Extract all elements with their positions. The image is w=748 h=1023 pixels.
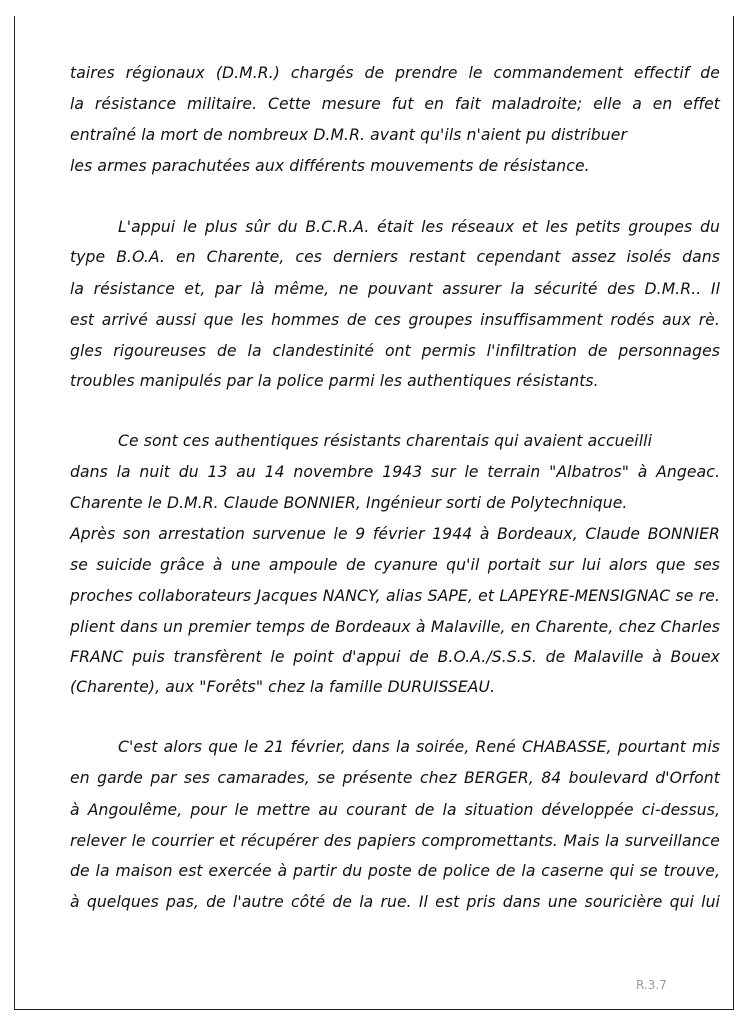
text-line: Après son arrestation survenue le 9 février 1944 à Bordeaux, Claude BONNIER xyxy=(70,525,720,543)
text-line: entraîné la mort de nombreux D.M.R. avant qu'ils n'aient pu distribuer xyxy=(70,126,627,144)
page-number: R.3.7 xyxy=(636,978,667,992)
text-line: troubles manipulés par la police parmi les authentiques résistants. xyxy=(70,372,599,390)
text-line: les armes parachutées aux différents mouvements de résistance. xyxy=(70,157,590,175)
text-line: proches collaborateurs Jacques NANCY, alias SAPE, et LAPEYRE-MENSIGNAC se re. xyxy=(70,587,720,605)
text-line: L'appui le plus sûr du B.C.R.A. était les réseaux et les petits groupes du xyxy=(118,218,720,236)
text-line: dans la nuit du 13 au 14 novembre 1943 sur le terrain "Albatros" à Angeac. xyxy=(70,463,720,481)
text-line: la résistance militaire. Cette mesure fut en fait maladroite; elle a en effet xyxy=(70,95,720,113)
text-line: Charente le D.M.R. Claude BONNIER, Ingénieur sorti de Polytechnique. xyxy=(70,494,628,512)
text-line: en garde par ses camarades, se présente chez BERGER, 84 boulevard d'Orfont xyxy=(70,769,720,787)
text-line: taires régionaux (D.M.R.) chargés de prendre le commandement effectif de xyxy=(70,64,720,82)
text-line: (Charente), aux "Forêts" chez la famille DURUISSEAU. xyxy=(70,678,496,696)
text-line: gles rigoureuses de la clandestinité ont permis l'infiltration de personnages xyxy=(70,342,720,360)
text-line: la résistance et, par là même, ne pouvant assurer la sécurité des D.M.R.. Il xyxy=(70,280,720,298)
text-line: C'est alors que le 21 février, dans la soirée, René CHABASSE, pourtant mis xyxy=(118,738,720,756)
text-line: à quelques pas, de l'autre côté de la rue. Il est pris dans une souricière qui lui xyxy=(70,893,720,911)
text-line: de la maison est exercée à partir du poste de police de la caserne qui se trouve, xyxy=(70,862,720,880)
text-line: FRANC puis transfèrent le point d'appui de B.O.A./S.S.S. de Malaville à Bouex xyxy=(70,648,720,666)
text-line: plient dans un premier temps de Bordeaux à Malaville, en Charente, chez Charles xyxy=(70,618,720,636)
text-line: Ce sont ces authentiques résistants charentais qui avaient accueilli xyxy=(118,432,653,450)
text-line: à Angoulême, pour le mettre au courant de la situation développée ci-dessus, xyxy=(70,801,720,819)
text-line: est arrivé aussi que les hommes de ces groupes insuffisamment rodés aux rè. xyxy=(70,311,720,329)
text-line: relever le courrier et récupérer des papiers compromettants. Mais la surveillance xyxy=(70,832,720,850)
text-line: type B.O.A. en Charente, ces derniers restant cependant assez isolés dans xyxy=(70,248,720,266)
text-line: se suicide grâce à une ampoule de cyanure qu'il portait sur lui alors que ses xyxy=(70,556,720,574)
